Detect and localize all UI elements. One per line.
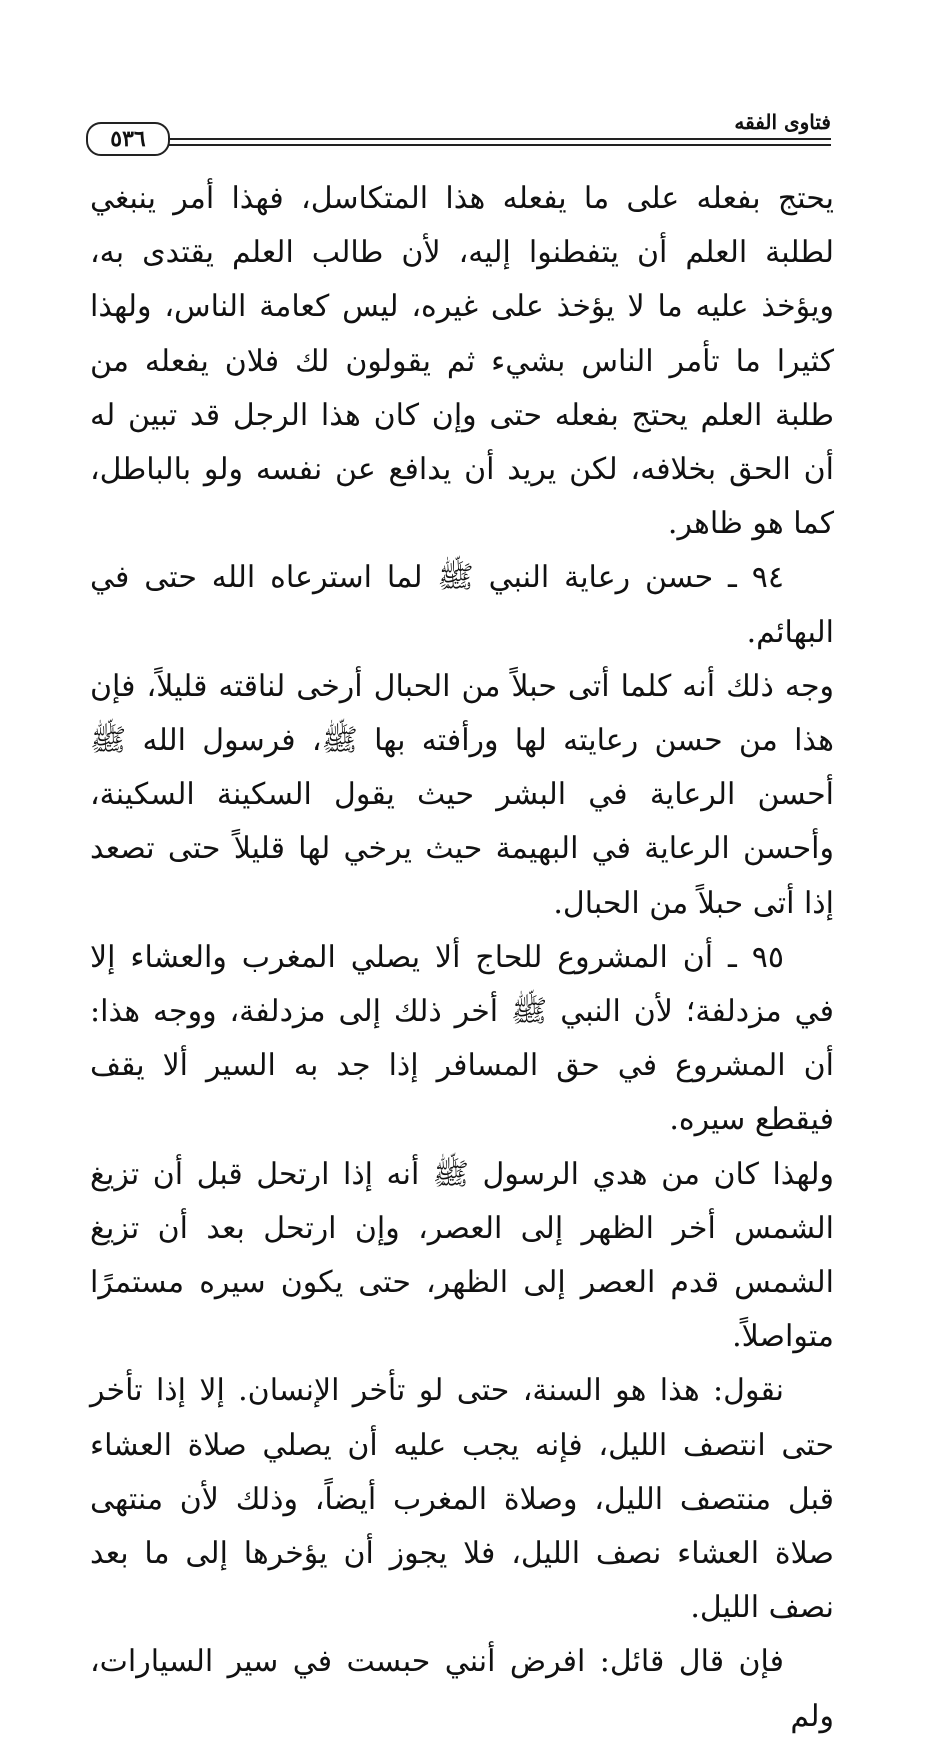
header-rule-top	[156, 138, 831, 140]
header-rule-bottom	[156, 144, 831, 146]
paragraph: ولهذا كان من هدي الرسول ﷺ أنه إذا ارتحل قبل أن تزيغ الشمس أخر الظهر إلى العصر، وإن ارتحل بعد أن تزيغ الشمس قدم العصر إلى الظهر، حتى يكون سيره مستمرًا متواصلاً.	[90, 1156, 834, 1355]
page-number: ٥٣٦	[86, 122, 170, 156]
page-body	[90, 172, 834, 1744]
page-header	[86, 104, 831, 156]
running-title: فتاوى الفقه	[734, 110, 831, 134]
numbered-point-95: ٩٥ ـ أن المشروع للحاج ألا يصلي المغرب والعشاء إلا في مزدلفة؛ لأن النبي ﷺ أخر ذلك إلى مزدلفة، ووجه هذا: أن المشروع في حق المسافر إذا جد به السير ألا يقف فيقطع سيره.	[90, 939, 834, 1138]
paragraph: نقول: هذا هو السنة، حتى لو تأخر الإنسان. إلا إذا تأخر حتى انتصف الليل، فإنه يجب عليه أن يصلي صلاة العشاء قبل منتصف الليل، وصلاة المغرب أيضاً، وذلك لأن منتهى صلاة العشاء نصف الليل، فلا يجوز أن يؤخرها إلى ما بعد نصف الليل.	[90, 1373, 834, 1626]
numbered-point-94: ٩٤ ـ حسن رعاية النبي ﷺ لما استرعاه الله حتى في البهائم.	[90, 560, 834, 650]
paragraph: وجه ذلك أنه كلما أتى حبلاً من الحبال أرخى لناقته قليلاً، فإن هذا من حسن رعايته لها ورأفته بها ﷺ، فرسول الله ﷺ أحسن الرعاية في البشر حيث يقول السكينة السكينة، وأحسن الرعاية في البهيمة حيث يرخي لها قليلاً حتى تصعد إذا أتى حبلاً من الحبال.	[90, 668, 834, 921]
paragraph: فإن قال قائل: افرض أنني حبست في سير السيارات، ولم	[90, 1644, 834, 1734]
paragraph: يحتج بفعله على ما يفعله هذا المتكاسل، فهذا أمر ينبغي لطلبة العلم أن يتفطنوا إليه، لأن طالب العلم يقتدى به، ويؤخذ عليه ما لا يؤخذ على غيره، ليس كعامة الناس، ولهذا كثيرا ما تأمر الناس بشيء ثم يقولون لك فلان يفعله من طلبة العلم يحتج بفعله حتى وإن كان هذا الرجل قد تبين له أن الحق بخلافه، لكن يريد أن يدافع عن نفسه ولو بالباطل، كما هو ظاهر.	[90, 181, 834, 542]
